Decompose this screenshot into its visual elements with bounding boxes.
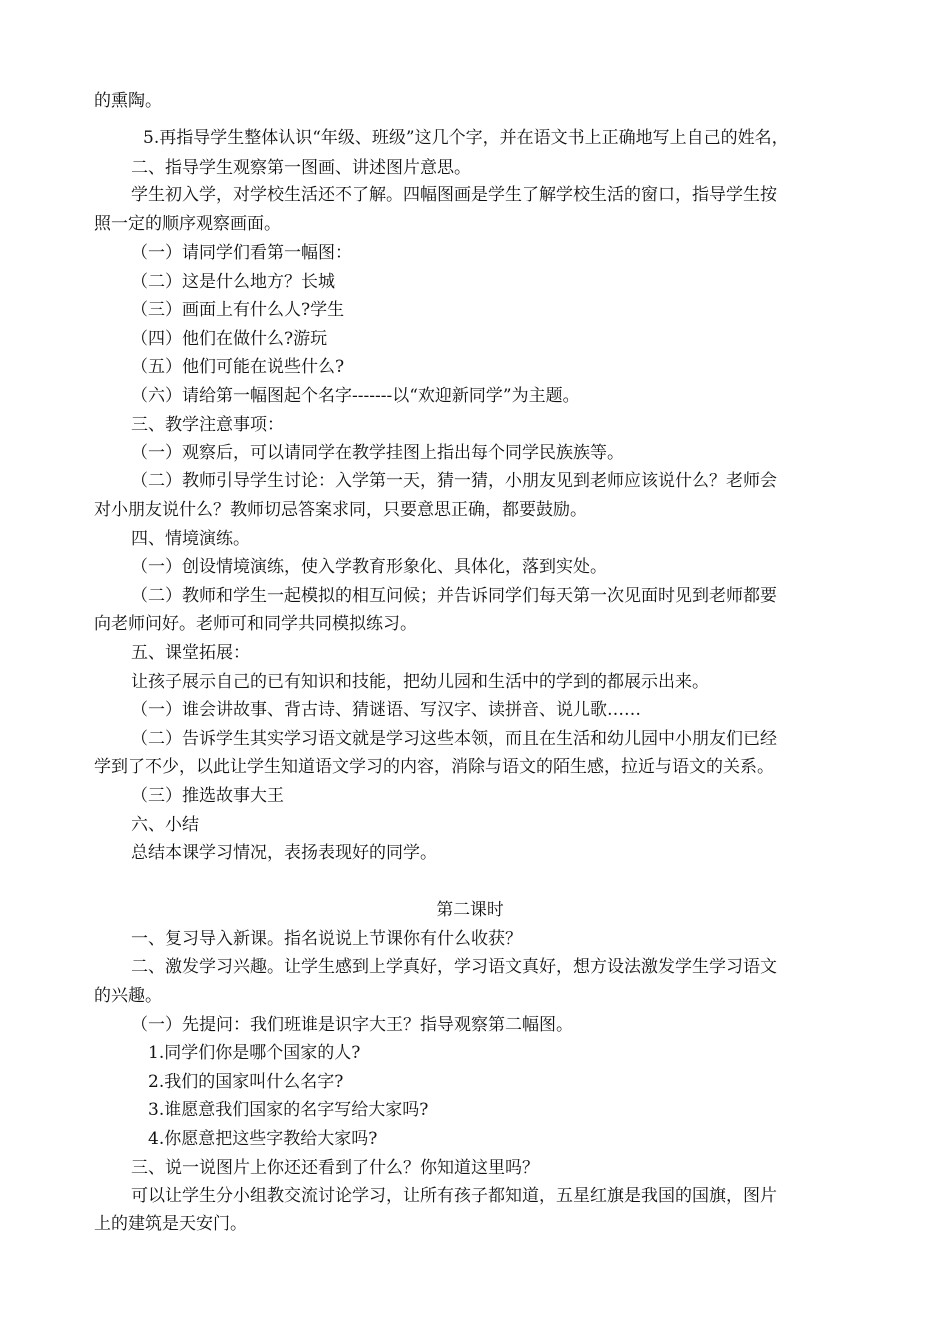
numbered-item: 2.我们的国家叫什么名字?	[148, 1072, 344, 1092]
section-heading: 五、课堂拓展：	[131, 643, 250, 663]
paragraph-line: 总结本课学习情况，表扬表现好的同学。	[131, 843, 437, 863]
numbered-item: 3.谁愿意我们国家的名字写给大家吗?	[148, 1100, 429, 1120]
paragraph-line: 可以让学生分小组教交流讨论学习，让所有孩子都知道，五星红旗是我国的国旗，图片	[131, 1186, 777, 1206]
numbered-item: 4.你愿意把这些字教给大家吗?	[148, 1129, 378, 1149]
text-line: 的熏陶。	[94, 91, 162, 111]
list-item: （五）他们可能在说些什么?	[131, 357, 345, 377]
section-heading: 二、指导学生观察第一图画、讲述图片意思。	[131, 158, 471, 178]
paragraph-line: 向老师问好。老师可和同学共同模拟练习。	[94, 614, 417, 634]
list-item: （一）创设情境演练，使入学教育形象化、具体化，落到实处。	[131, 557, 607, 577]
list-item: （一）先提问：我们班谁是识字大王？指导观察第二幅图。	[131, 1015, 573, 1035]
paragraph-line: 的兴趣。	[94, 986, 162, 1006]
lesson-title: 第二课时	[436, 900, 504, 920]
list-item: （四）他们在做什么?游玩	[131, 329, 328, 349]
section-heading: 三、教学注意事项：	[131, 415, 284, 435]
paragraph-line: 让孩子展示自己的已有知识和技能，把幼儿园和生活中的学到的都展示出来。	[131, 672, 709, 692]
paragraph-line: 照一定的顺序观察画面。	[94, 214, 281, 234]
section-heading: 六、小结	[131, 815, 199, 835]
list-item: （一）请同学们看第一幅图：	[131, 243, 352, 263]
list-item: （二）告诉学生其实学习语文就是学习这些本领，而且在生活和幼儿园中小朋友们已经	[131, 729, 777, 749]
paragraph-line: 上的建筑是天安门。	[94, 1214, 247, 1234]
list-item: （二）教师引导学生讨论：入学第一天，猜一猜，小朋友见到老师应该说什么？老师会	[131, 471, 777, 491]
paragraph-line: 学到了不少，以此让学生知道语文学习的内容，消除与语文的陌生感，拉近与语文的关系。	[94, 757, 774, 777]
section-heading: 二、激发学习兴趣。让学生感到上学真好，学习语文真好，想方设法激发学生学习语文	[131, 957, 777, 977]
section-heading: 三、说一说图片上你还还看到了什么？你知道这里吗？	[131, 1158, 539, 1178]
section-heading: 一、复习导入新课。指名说说上节课你有什么收获？	[131, 929, 522, 949]
numbered-item: 1.同学们你是哪个国家的人?	[148, 1043, 361, 1063]
list-item: （三）推选故事大王	[131, 786, 284, 806]
paragraph-line: 学生初入学，对学校生活还不了解。四幅图画是学生了解学校生活的窗口，指导学生按	[131, 185, 777, 205]
list-item: （三）画面上有什么人?学生	[131, 300, 345, 320]
list-item: （一）观察后，可以请同学在教学挂图上指出每个同学民族族等。	[131, 443, 624, 463]
list-item: （二）这是什么地方？长城	[131, 272, 335, 292]
text-line: 5.再指导学生整体认识“年级、班级”这几个字，并在语文书上正确地写上自己的姓名，	[143, 128, 789, 148]
list-item: （一）谁会讲故事、背古诗、猜谜语、写汉字、读拼音、说儿歌……	[131, 700, 641, 720]
paragraph-line: 对小朋友说什么？教师切忌答案求同，只要意思正确，都要鼓励。	[94, 500, 587, 520]
list-item: （六）请给第一幅图起个名字-------以“欢迎新同学”为主题。	[131, 386, 580, 406]
section-heading: 四、情境演练。	[131, 529, 250, 549]
list-item: （二）教师和学生一起模拟的相互问候；并告诉同学们每天第一次见面时见到老师都要	[131, 586, 777, 606]
